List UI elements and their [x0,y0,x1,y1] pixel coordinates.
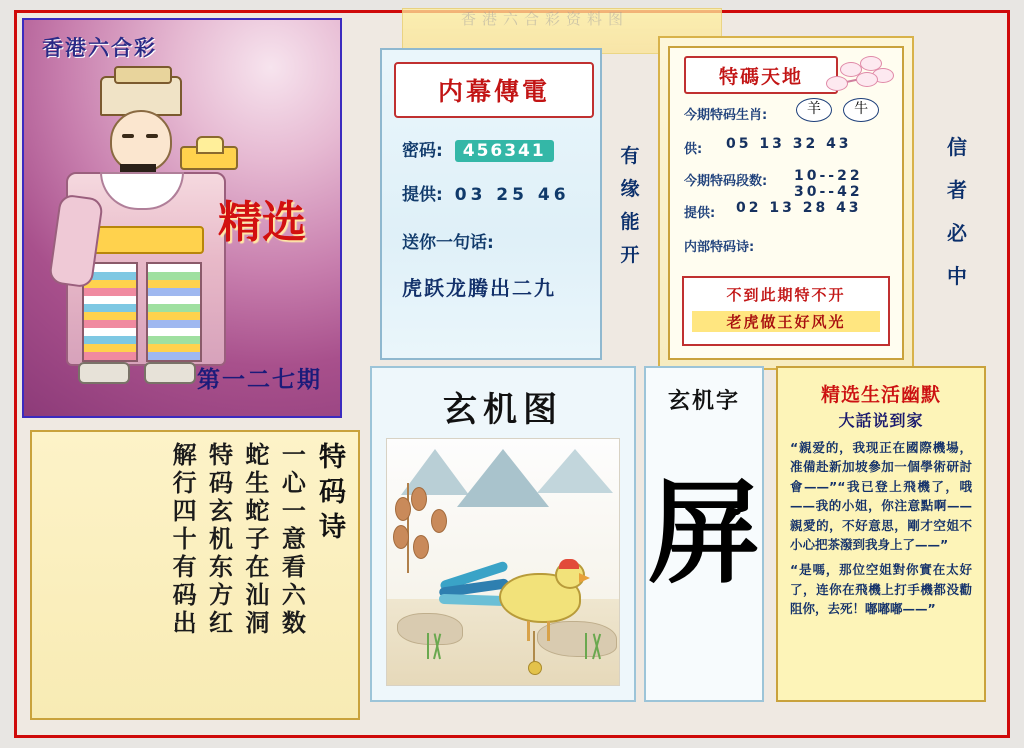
supply-values-2: 05 13 32 43 [726,136,852,152]
xuanji-picture-panel [370,366,636,702]
xinzhe-char-2: 必 [947,221,967,245]
youyuan-char-3: 开 [620,244,640,266]
youyuan-char-1: 缘 [620,178,640,200]
code-label: 密码: [402,141,443,161]
vertical-strip-xinzhe [936,60,978,360]
tema-poem-panel [30,430,360,720]
zodiac-label: 今期特码生肖: [684,108,768,123]
humor-subtitle: 大話说到家 [838,411,924,430]
tema-poem-title: 特码诗 [314,442,345,547]
poem-label: 内部特码诗: [684,240,755,255]
supply-numbers: 03 25 46 [454,185,570,205]
inside-tip-panel [380,48,602,360]
code-row [402,136,554,162]
inside-tip-banner-text: 内幕傳電 [437,77,550,106]
deity-illustration [48,76,238,406]
humor-title: 精选生活幽默 [820,384,941,406]
code-value: 456341 [455,140,554,162]
zodiac-values [790,98,879,122]
humor-body [790,438,972,690]
xuanji-picture-title: 玄机图 [443,390,563,430]
poem-box [682,276,890,346]
humor-panel [776,366,986,702]
provide-label: 提供: [684,206,716,221]
poster-title: 香港六合彩 [42,36,157,60]
zodiac-value-0: 羊 [796,98,832,122]
tema-tiandi-title: 特碼天地 [684,56,838,94]
tema-poem-line-1: 蛇生蛇子在汕洞 [240,442,269,638]
poem-line-1: 不到此期特不开 [726,286,846,304]
provide-values: 02 13 28 43 [736,200,862,216]
tema-poem-columns [42,442,348,708]
humor-paragraph-1: “是嗎，那位空姐對你實在太好了，连你在飛機上打手機都没勸阻你，去死！嘟嘟嘟——” [790,562,972,616]
tema-tiandi-inner [668,46,904,360]
xuanji-character-title: 玄机字 [667,389,740,414]
xinzhe-char-3: 中 [947,264,967,288]
supply-label: 提供: [402,185,443,205]
tema-tiandi-panel [658,36,914,370]
poster-issue: 第一二七期 [197,367,322,393]
lottery-poster [22,18,342,418]
youyuan-char-0: 有 [620,145,640,167]
tema-poem-line-0: 一心一意看六数 [277,442,306,638]
inside-tip-banner [394,62,594,118]
supply-row [402,180,570,205]
xinzhe-char-0: 信 [947,135,967,159]
xuanji-character-panel [644,366,764,702]
xuanji-illustration [386,438,620,686]
xinzhe-char-1: 者 [947,178,967,202]
vertical-strip-youyuan [610,48,650,360]
saying-text: 虎跃龙腾出二九 [402,276,556,300]
youyuan-char-2: 能 [620,211,640,233]
xuanji-character-value: 屏 [648,469,760,599]
tema-poem-line-2: 特码玄机东方红 [204,442,233,638]
tema-poem-line-3: 解行四十有码出 [168,442,197,638]
segment-label: 今期特码段数: [684,174,768,189]
poem-line-2: 老虎做王好风光 [692,311,880,332]
flower-icon [820,54,890,100]
saying-label: 送你一句话: [402,233,494,253]
watermark-text: 香港六合彩资料图 [460,9,629,28]
segment-values: 10--22 30--42 [794,168,863,200]
supply-label-2: 供: [684,142,703,157]
humor-paragraph-0: “親爱的，我现正在國際機場，准備赴新加坡參加一個學術研討會——”“我已登上飛機了，哦——我的小姐，你注意點啊——親愛的，不好意思，剛才空姐不小心把茶潑到我身上了——” [790,440,972,552]
poster-highlight: 精选 [218,197,306,248]
zodiac-value-1: 牛 [843,98,879,122]
